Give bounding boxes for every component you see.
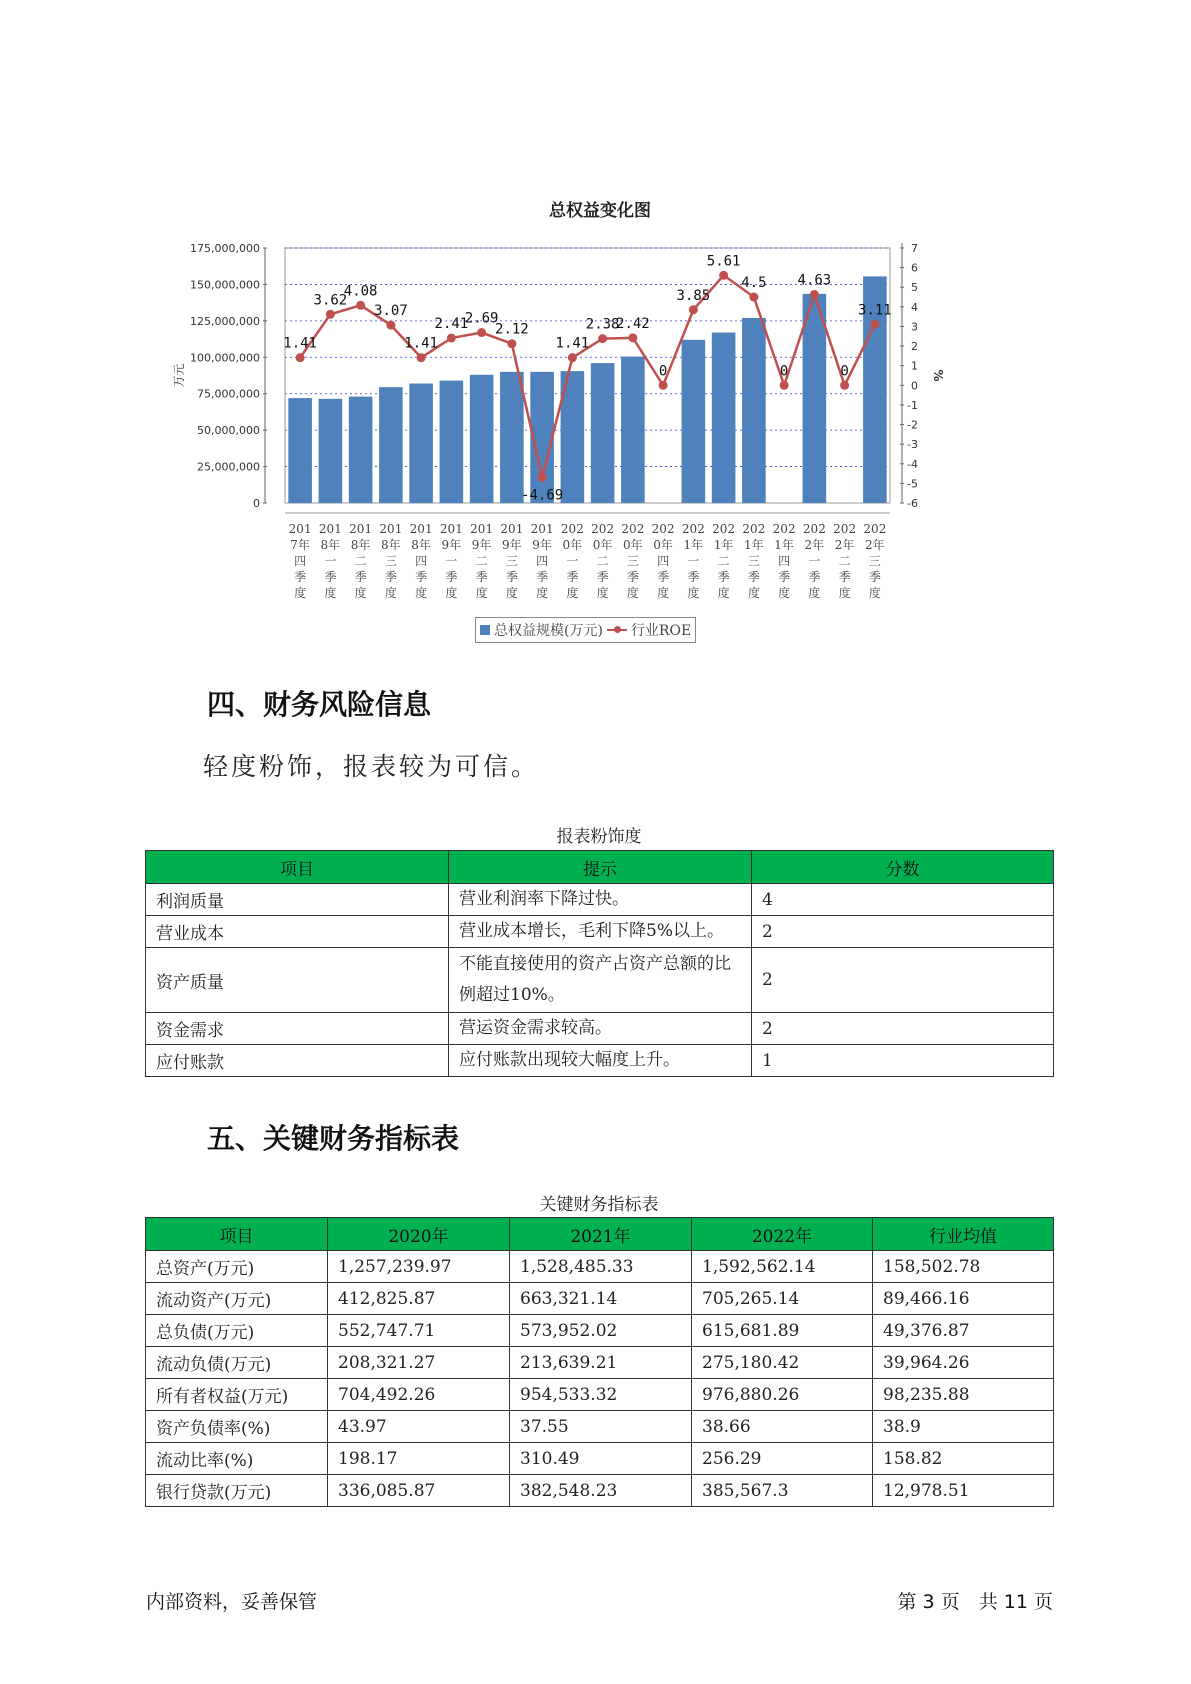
x-tick-label: 202: [802, 522, 826, 536]
x-tick-label: 201: [530, 522, 554, 536]
x-tick-label: 度: [294, 586, 307, 600]
x-tick-label: 季: [324, 570, 337, 584]
risk-hint: 营业成本增长，毛利下降5%以上。: [449, 916, 752, 948]
x-tick-label: 度: [868, 586, 881, 600]
roe-data-label: -4.69: [521, 487, 564, 504]
y2-tick-label: -1: [907, 398, 918, 412]
x-tick-label: 度: [808, 586, 821, 600]
roe-point: [689, 305, 698, 314]
fin-2020: 43.97: [328, 1411, 510, 1443]
y2-tick-label: 3: [911, 320, 918, 334]
fin-item: 总资产(万元): [146, 1251, 328, 1283]
x-tick-label: 202: [833, 522, 857, 536]
footer-page-info: [897, 1587, 1053, 1614]
x-tick-label: 8年: [411, 538, 431, 552]
roe-data-label: 4.63: [797, 272, 832, 289]
x-tick-label: 201: [349, 522, 373, 536]
x-tick-label: 1年: [683, 538, 704, 552]
risk-header-hint: 提示: [449, 851, 752, 884]
y-tick-label: 150,000,000: [190, 278, 260, 292]
roe-point: [447, 334, 456, 343]
risk-score: 2: [752, 1013, 1054, 1045]
roe-data-label: 2.69: [464, 310, 499, 327]
x-tick-label: 季: [838, 570, 851, 584]
risk-item: 资产质量: [146, 948, 449, 1013]
roe-point: [356, 301, 365, 310]
fin-item: 流动负债(万元): [146, 1347, 328, 1379]
fin-item: 资产负债率(%): [146, 1411, 328, 1443]
y2-tick-label: -5: [907, 477, 918, 491]
page-suffix: 页: [1033, 1591, 1053, 1613]
section4-text: 轻度粉饰，报表较为可信。: [203, 752, 540, 781]
x-tick-label: 8年: [320, 538, 341, 552]
roe-point: [628, 333, 637, 342]
bar: [712, 333, 736, 503]
roe-data-label: 1.41: [555, 335, 590, 352]
fin-2022: 256.29: [692, 1443, 873, 1475]
fin-2020: 336,085.87: [328, 1475, 510, 1507]
x-tick-label: 季: [536, 570, 549, 584]
x-tick-label: 二: [717, 554, 730, 568]
risk-item: 利润质量: [146, 884, 449, 916]
x-tick-label: 0年: [653, 538, 673, 552]
x-tick-label: 二: [475, 554, 488, 568]
x-tick-label: 季: [566, 570, 579, 584]
page-mid: 页 共: [940, 1591, 998, 1613]
roe-point: [477, 328, 486, 337]
fin-industry: 12,978.51: [873, 1475, 1054, 1507]
x-tick-label: 0年: [623, 538, 643, 552]
fin-2021: 213,639.21: [510, 1347, 692, 1379]
x-tick-label: 一: [324, 554, 337, 568]
x-tick-label: 201: [439, 522, 463, 536]
table-header-row: [146, 851, 1054, 884]
roe-point: [659, 381, 668, 390]
x-tick-label: 8年: [350, 538, 371, 552]
section5-heading: 五、关键财务指标表: [207, 1122, 460, 1155]
fin-industry: 89,466.16: [873, 1283, 1054, 1315]
fin-2020: 208,321.27: [328, 1347, 510, 1379]
legend-line-label: 行业ROE: [630, 623, 692, 639]
x-tick-label: 季: [505, 570, 518, 584]
table-row: [146, 1283, 1054, 1315]
legend-bar-label: 总权益规模(万元): [494, 623, 603, 639]
x-tick-label: 度: [415, 586, 428, 600]
x-tick-label: 三: [868, 554, 881, 568]
risk-header-item: 项目: [146, 851, 449, 884]
fin-header-industry: 行业均值: [873, 1218, 1054, 1251]
roe-point: [840, 381, 849, 390]
bar: [742, 318, 766, 503]
roe-data-label: 2.42: [616, 315, 650, 332]
fin-2020: 412,825.87: [328, 1283, 510, 1315]
y2-tick-label: 1: [911, 359, 918, 373]
fin-2021: 573,952.02: [510, 1315, 692, 1347]
x-tick-label: 0年: [562, 538, 583, 552]
y2-tick-label: 6: [911, 261, 918, 275]
x-tick-label: 季: [778, 570, 791, 584]
x-tick-label: 季: [354, 570, 367, 584]
fin-item: 流动比率(%): [146, 1443, 328, 1475]
fin-2022: 275,180.42: [692, 1347, 873, 1379]
fin-industry: 158,502.78: [873, 1251, 1054, 1283]
x-tick-label: 202: [651, 522, 675, 536]
x-tick-label: 2年: [834, 538, 855, 552]
x-tick-label: 季: [808, 570, 821, 584]
page-total: 11: [1003, 1591, 1028, 1613]
bar: [288, 398, 312, 503]
x-tick-label: 202: [621, 522, 645, 536]
table-row: [146, 884, 1054, 916]
x-tick-label: 二: [354, 554, 367, 568]
roe-point: [386, 321, 395, 330]
roe-point: [749, 293, 758, 302]
fin-table-caption: 关键财务指标表: [539, 1195, 659, 1215]
y2-tick-label: 0: [911, 379, 918, 393]
x-tick-label: 一: [808, 554, 821, 568]
roe-data-label: 0: [779, 363, 789, 380]
fin-2022: 976,880.26: [692, 1379, 873, 1411]
x-tick-label: 度: [354, 586, 367, 600]
x-tick-label: 201: [409, 522, 433, 536]
x-tick-label: 度: [747, 586, 760, 600]
x-tick-label: 201: [318, 522, 342, 536]
x-tick-label: 度: [838, 586, 851, 600]
x-tick-label: 度: [324, 586, 337, 600]
roe-point: [780, 381, 789, 390]
risk-score: 2: [752, 916, 1054, 948]
x-tick-label: 9年: [471, 538, 492, 552]
x-tick-label: 9年: [502, 538, 522, 552]
x-tick-label: 度: [778, 586, 791, 600]
bar: [591, 363, 615, 503]
x-tick-label: 1年: [713, 538, 734, 552]
roe-data-label: 4.5: [741, 275, 767, 292]
risk-hint: 营运资金需求较高。: [449, 1013, 752, 1045]
fin-2022: 1,592,562.14: [692, 1251, 873, 1283]
bar: [319, 399, 343, 503]
y-tick-label: 75,000,000: [197, 387, 260, 401]
table-header-row: [146, 1218, 1054, 1251]
table-row: [146, 1013, 1054, 1045]
y-axis-title: 万元: [172, 363, 186, 388]
x-tick-label: 季: [657, 570, 670, 584]
roe-point: [538, 473, 547, 482]
legend-bar-swatch: [480, 625, 490, 635]
x-tick-label: 季: [626, 570, 639, 584]
table-row: [146, 1411, 1054, 1443]
x-tick-label: 202: [591, 522, 615, 536]
x-tick-label: 季: [445, 570, 458, 584]
roe-data-label: 3.11: [858, 302, 892, 319]
x-tick-label: 度: [566, 586, 579, 600]
roe-data-label: 1.41: [404, 335, 438, 352]
fin-item: 所有者权益(万元): [146, 1379, 328, 1411]
y2-tick-label: 4: [911, 300, 918, 314]
bar: [803, 294, 827, 503]
risk-hint: 不能直接使用的资产占资产总额的比例超过10%。: [449, 948, 752, 1013]
x-tick-label: 0年: [592, 538, 613, 552]
x-tick-label: 四: [415, 554, 428, 568]
x-tick-label: 四: [536, 554, 549, 568]
risk-hint: 应付账款出现较大幅度上升。: [449, 1045, 752, 1077]
x-tick-label: 202: [681, 522, 705, 536]
x-tick-label: 201: [500, 522, 524, 536]
table-row: [146, 1251, 1054, 1283]
fin-item: 流动资产(万元): [146, 1283, 328, 1315]
x-tick-label: 度: [626, 586, 639, 600]
x-tick-label: 一: [445, 554, 458, 568]
roe-data-label: 0: [840, 363, 849, 380]
risk-item: 资金需求: [146, 1013, 449, 1045]
x-tick-label: 2年: [865, 538, 885, 552]
section4-heading: 四、财务风险信息: [207, 688, 432, 721]
y-tick-label: 50,000,000: [197, 424, 260, 438]
bar: [682, 340, 706, 503]
chart-svg: [172, 196, 1020, 656]
risk-table: [145, 850, 1054, 1077]
roe-data-label: 3.62: [313, 292, 348, 309]
table-row: [146, 916, 1054, 948]
x-tick-label: 201: [379, 522, 403, 536]
roe-data-label: 2.41: [434, 316, 469, 333]
equity-chart: [172, 196, 1020, 656]
y-tick-label: 175,000,000: [190, 242, 260, 255]
chart-title: 总权益变化图: [549, 201, 651, 221]
fin-2020: 1,257,239.97: [328, 1251, 510, 1283]
table-row: [146, 1379, 1054, 1411]
roe-data-label: 1.41: [283, 335, 317, 352]
table-row: [146, 1475, 1054, 1507]
roe-data-label: 3.07: [374, 303, 408, 320]
y-tick-label: 125,000,000: [190, 314, 260, 328]
roe-point: [810, 290, 819, 299]
fin-2020: 704,492.26: [328, 1379, 510, 1411]
x-tick-label: 7年: [290, 538, 310, 552]
table-row: [146, 1347, 1054, 1379]
fin-2022: 38.66: [692, 1411, 873, 1443]
footer-confidential: 内部资料，妥善保管: [146, 1591, 318, 1613]
fin-2020: 552,747.71: [328, 1315, 510, 1347]
fin-2021: 663,321.14: [510, 1283, 692, 1315]
x-tick-label: 度: [717, 586, 730, 600]
x-tick-label: 202: [863, 522, 887, 536]
page-prefix: 第: [897, 1591, 917, 1613]
roe-data-label: 0: [658, 363, 668, 380]
x-tick-label: 201: [288, 522, 312, 536]
fin-2021: 954,533.32: [510, 1379, 692, 1411]
x-tick-label: 201: [470, 522, 494, 536]
roe-point: [417, 353, 426, 362]
x-tick-label: 季: [384, 570, 397, 584]
x-tick-label: 季: [415, 570, 428, 584]
y2-tick-label: -4: [907, 457, 918, 471]
x-tick-label: 季: [717, 570, 730, 584]
fin-industry: 98,235.88: [873, 1379, 1054, 1411]
x-tick-label: 度: [384, 586, 397, 600]
fin-industry: 158.82: [873, 1443, 1054, 1475]
table-row: [146, 948, 1054, 1013]
risk-item: 营业成本: [146, 916, 449, 948]
bar: [621, 357, 645, 503]
fin-header-2022: 2022年: [692, 1218, 873, 1251]
fin-industry: 38.9: [873, 1411, 1054, 1443]
x-tick-label: 度: [475, 586, 488, 600]
x-tick-label: 9年: [532, 538, 552, 552]
fin-2020: 198.17: [328, 1443, 510, 1475]
x-tick-label: 202: [742, 522, 766, 536]
x-tick-label: 2年: [804, 538, 825, 552]
fin-item: 银行贷款(万元): [146, 1475, 328, 1507]
risk-item: 应付账款: [146, 1045, 449, 1077]
page-number: 3: [922, 1591, 935, 1613]
x-tick-label: 9年: [441, 538, 462, 552]
risk-hint: 营业利润率下降过快。: [449, 884, 752, 916]
y2-tick-label: -3: [907, 438, 918, 452]
x-tick-label: 四: [294, 554, 307, 568]
x-tick-label: 四: [657, 554, 670, 568]
fin-2022: 385,567.3: [692, 1475, 873, 1507]
x-tick-label: 季: [294, 570, 307, 584]
roe-data-label: 5.61: [706, 253, 741, 270]
fin-header-2020: 2020年: [328, 1218, 510, 1251]
roe-data-label: 3.85: [676, 287, 711, 304]
y2-tick-label: -6: [907, 497, 918, 510]
fin-header-2021: 2021年: [510, 1218, 692, 1251]
bar: [440, 381, 464, 503]
roe-point: [326, 310, 335, 319]
x-tick-label: 1年: [774, 538, 794, 552]
x-tick-label: 度: [687, 586, 700, 600]
x-tick-label: 季: [868, 570, 881, 584]
roe-point: [568, 353, 577, 362]
fin-2021: 382,548.23: [510, 1475, 692, 1507]
bar: [409, 384, 433, 503]
x-tick-label: 季: [475, 570, 488, 584]
x-tick-label: 四: [778, 554, 791, 568]
risk-score: 4: [752, 884, 1054, 916]
fin-industry: 49,376.87: [873, 1315, 1054, 1347]
fin-2022: 705,265.14: [692, 1283, 873, 1315]
y-tick-label: 100,000,000: [190, 351, 260, 365]
x-tick-label: 8年: [381, 538, 401, 552]
x-tick-label: 一: [566, 554, 579, 568]
table-row: [146, 1443, 1054, 1475]
risk-table-caption: 报表粉饰度: [556, 827, 642, 847]
x-tick-label: 202: [712, 522, 736, 536]
fin-2021: 37.55: [510, 1411, 692, 1443]
fin-2021: 1,528,485.33: [510, 1251, 692, 1283]
roe-data-label: 2.38: [585, 316, 620, 333]
fin-item: 总负债(万元): [146, 1315, 328, 1347]
financial-indicators-table: [145, 1217, 1054, 1507]
x-tick-label: 1年: [744, 538, 764, 552]
fin-header-item: 项目: [146, 1218, 328, 1251]
x-tick-label: 三: [747, 554, 760, 568]
legend-line-swatch: [607, 625, 627, 635]
x-tick-label: 季: [747, 570, 760, 584]
x-tick-label: 度: [536, 586, 549, 600]
roe-data-label: 2.12: [495, 321, 529, 338]
risk-score: 2: [752, 948, 1054, 1013]
y-tick-label: 25,000,000: [197, 460, 260, 474]
x-tick-label: 度: [596, 586, 609, 600]
risk-score: 1: [752, 1045, 1054, 1077]
fin-2021: 310.49: [510, 1443, 692, 1475]
x-tick-label: 季: [596, 570, 609, 584]
fin-industry: 39,964.26: [873, 1347, 1054, 1379]
roe-point: [870, 320, 879, 329]
x-tick-label: 三: [384, 554, 397, 568]
y2-tick-label: 7: [911, 242, 918, 255]
x-tick-label: 202: [560, 522, 584, 536]
roe-point: [598, 334, 607, 343]
y2-tick-label: 5: [911, 281, 918, 295]
fin-2022: 615,681.89: [692, 1315, 873, 1347]
chart-legend: [475, 617, 696, 643]
roe-data-label: 4.08: [343, 283, 378, 300]
x-tick-label: 三: [626, 554, 639, 568]
roe-point: [719, 271, 728, 280]
x-tick-label: 202: [772, 522, 796, 536]
x-tick-label: 二: [838, 554, 851, 568]
bar: [349, 397, 373, 503]
x-tick-label: 度: [445, 586, 458, 600]
roe-point: [296, 353, 305, 362]
risk-header-score: 分数: [752, 851, 1054, 884]
x-tick-label: 季: [687, 570, 700, 584]
table-row: [146, 1045, 1054, 1077]
x-tick-label: 二: [596, 554, 609, 568]
x-tick-label: 一: [687, 554, 700, 568]
x-tick-label: 三: [505, 554, 518, 568]
roe-point: [507, 339, 516, 348]
table-row: [146, 1315, 1054, 1347]
bar: [470, 375, 494, 503]
bar: [379, 387, 403, 503]
x-tick-label: 度: [505, 586, 518, 600]
x-tick-label: 度: [657, 586, 670, 600]
bar: [500, 372, 524, 503]
y2-axis-title: %: [931, 369, 945, 382]
y-tick-label: 0: [253, 497, 260, 510]
y2-tick-label: 2: [911, 340, 918, 354]
y2-tick-label: -2: [907, 418, 918, 432]
